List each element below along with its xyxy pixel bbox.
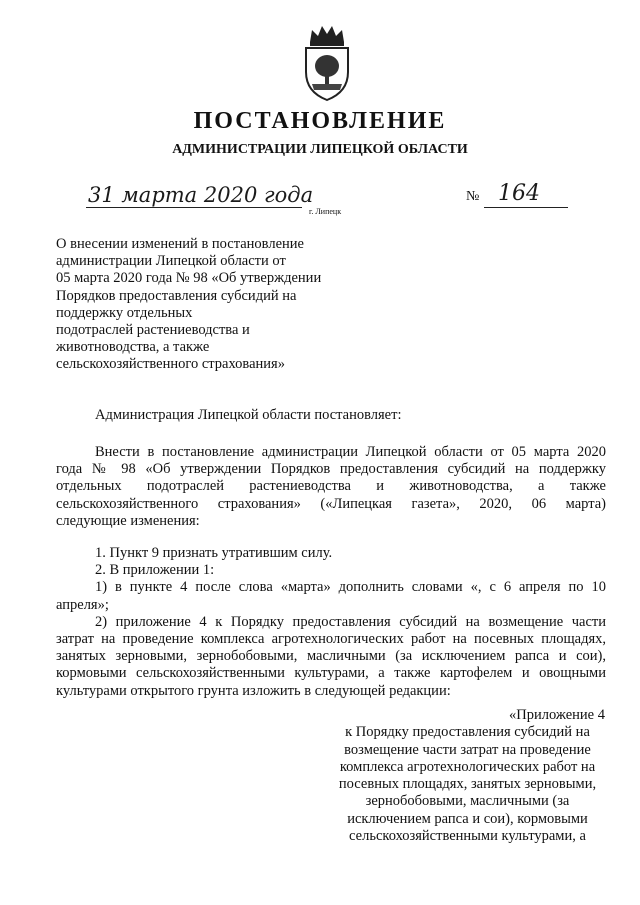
item-2: 2. В приложении 1: [95,562,215,579]
subject-line: администрации Липецкой области от [56,253,286,270]
body-line: Внести в постановление администрации Липецкой области от 05 марта 2020 [95,444,606,460]
city-label: г. Липецк [309,207,342,216]
date-underline [86,207,302,208]
appendix-line: сельскохозяйственными культурами, а [349,828,586,845]
subject-line: сельскохозяйственного страхования» [56,356,285,373]
appendix-line: комплекса агротехнологических работ на [339,758,596,775]
subject-line: 05 марта 2020 года № 98 «Об утверждении [56,270,322,287]
body-line: отдельных подотраслей растениеводства и животноводства, а также [56,478,606,495]
appendix-heading [330,707,605,845]
appendix-line: к Порядку предоставления субсидий на [345,724,590,741]
subject-heading [56,236,376,374]
appendix-line: «Приложение 4 [509,707,605,723]
number-underline [484,207,568,208]
subject-line: поддержку отдельных [56,304,193,321]
body-line: следующие изменения: [56,512,200,529]
handwritten-date: 31 марта 2020 года [88,183,314,207]
subject-line: О внесении изменений в постановление [56,236,304,252]
number-label: № [466,189,480,204]
subject-line: Порядков предоставления субсидий на [56,287,297,304]
subitem-1-line: апреля»; [56,596,109,613]
subitem-2-line: 2) приложение 4 к Порядку предоставления субсидий на возмещение части [95,613,606,630]
subitem-2-line: затрат на проведение комплекса агротехнологических работ на посевных площадях, [56,631,606,648]
body-line: года № 98 «Об утверждении Порядков предоставления субсидий на поддержку [56,461,606,478]
subitem-2-line: культурами открытого грунта изложить в следующей редакции: [56,682,451,699]
subject-line: подотраслей растениеводства и [56,322,250,339]
subitem-2-line: кормовыми сельскохозяйственными культурами, а также картофелем и овощными [56,665,606,682]
document-title: ПОСТАНОВЛЕНИЕ [193,108,447,134]
appendix-line: посевных площадях, занятых зерновыми, [338,776,597,793]
subitem-1-line: 1) в пункте 4 после слова «марта» дополнить словами «, с 6 апреля по 10 [95,579,606,596]
subitem-2-line: занятых зерновыми, зернобобовыми, масличными (за исключением рапса и сои), [56,648,606,665]
appendix-line: возмещение части затрат на проведение [344,741,591,758]
coat-of-arms-icon [300,22,354,102]
item-1: 1. Пункт 9 признать утратившим силу. [95,545,333,562]
body-line: сельскохозяйственного страхования» («Липецкая газета», 2020, 06 марта) [56,495,606,512]
preamble: Администрация Липецкой области постановляет: [95,407,402,423]
document-subtitle: АДМИНИСТРАЦИИ ЛИПЕЦКОЙ ОБЛАСТИ [172,142,468,157]
appendix-line: исключением рапса и сои), кормовыми [347,810,588,827]
subject-line: животноводства, а также [56,339,210,356]
handwritten-number: 164 [498,181,540,206]
document-body [56,444,606,700]
appendix-line: зернобобовыми, масличными (за [365,793,570,810]
